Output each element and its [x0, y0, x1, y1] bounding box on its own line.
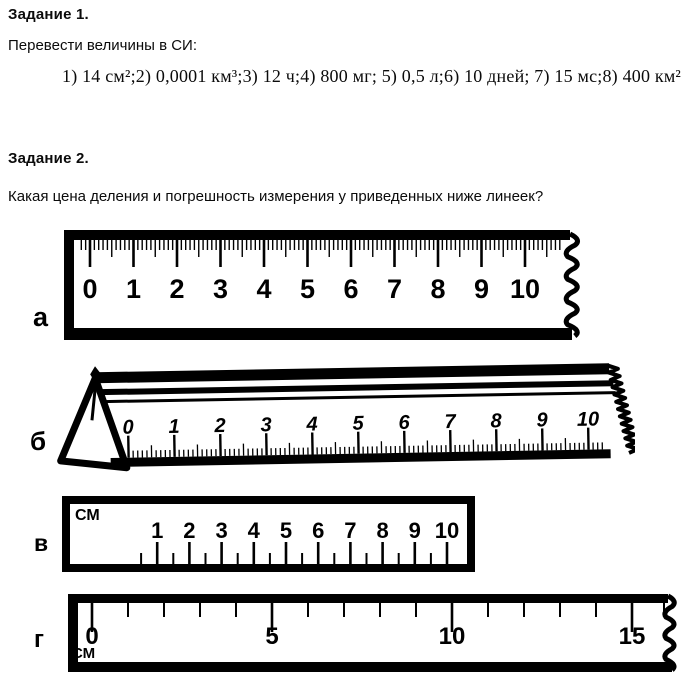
task1-instruction: Перевести величины в СИ: [8, 37, 197, 54]
svg-text:10: 10 [434, 518, 460, 543]
svg-text:7: 7 [344, 518, 357, 543]
svg-text:9: 9 [473, 274, 490, 304]
svg-text:4: 4 [247, 518, 260, 543]
svg-text:0: 0 [122, 416, 134, 439]
ruler-b-figure [50, 362, 635, 480]
svg-text:10: 10 [576, 408, 600, 431]
svg-text:5: 5 [265, 623, 279, 650]
svg-text:1: 1 [125, 274, 142, 304]
svg-text:5: 5 [299, 274, 316, 304]
ruler-a-figure [58, 226, 598, 346]
svg-text:15: 15 [618, 623, 646, 650]
task2-question: Какая цена деления и погрешность измерения у приведенных ниже линеек? [8, 188, 544, 205]
svg-text:10: 10 [509, 274, 541, 304]
svg-text:2: 2 [169, 274, 185, 304]
svg-text:7: 7 [444, 410, 456, 434]
ruler-c-label: в [34, 530, 49, 556]
ruler-d-label: г [34, 626, 44, 653]
svg-text:5: 5 [352, 412, 364, 435]
svg-text:6: 6 [343, 274, 359, 304]
ruler-b-label: б [30, 426, 47, 456]
svg-text:4: 4 [256, 274, 272, 304]
svg-text:8: 8 [376, 518, 389, 543]
ruler-a-label: а [33, 302, 49, 332]
svg-text:СМ: СМ [72, 645, 96, 662]
svg-text:3: 3 [260, 414, 272, 437]
task1-title: Задание 1. [8, 6, 89, 23]
svg-text:3: 3 [212, 274, 229, 304]
svg-text:2: 2 [214, 414, 226, 438]
ruler-c-figure [62, 496, 482, 580]
svg-text:0: 0 [82, 274, 98, 304]
svg-text:9: 9 [408, 518, 421, 543]
svg-text:8: 8 [430, 274, 446, 304]
svg-text:0: 0 [85, 623, 99, 650]
task1-items: 1) 14 см²;2) 0,0001 км³;3) 12 ч;4) 800 мг; 5) 0,5 л;6) 10 дней; 7) 15 мс;8) 400 км² [62, 66, 682, 86]
svg-text:7: 7 [386, 274, 403, 304]
ruler-d-figure [62, 588, 692, 676]
svg-text:5: 5 [279, 518, 293, 543]
svg-text:4: 4 [306, 413, 318, 436]
svg-text:6: 6 [312, 518, 325, 543]
svg-text:6: 6 [398, 411, 410, 434]
svg-text:3: 3 [215, 518, 228, 543]
svg-text:1: 1 [168, 415, 180, 438]
svg-text:8: 8 [490, 410, 502, 433]
svg-text:СМ: СМ [75, 507, 100, 524]
svg-text:1: 1 [151, 518, 164, 543]
svg-text:9: 9 [536, 409, 548, 432]
svg-text:10: 10 [438, 623, 466, 650]
svg-text:2: 2 [183, 518, 196, 543]
task2-title: Задание 2. [8, 150, 89, 167]
